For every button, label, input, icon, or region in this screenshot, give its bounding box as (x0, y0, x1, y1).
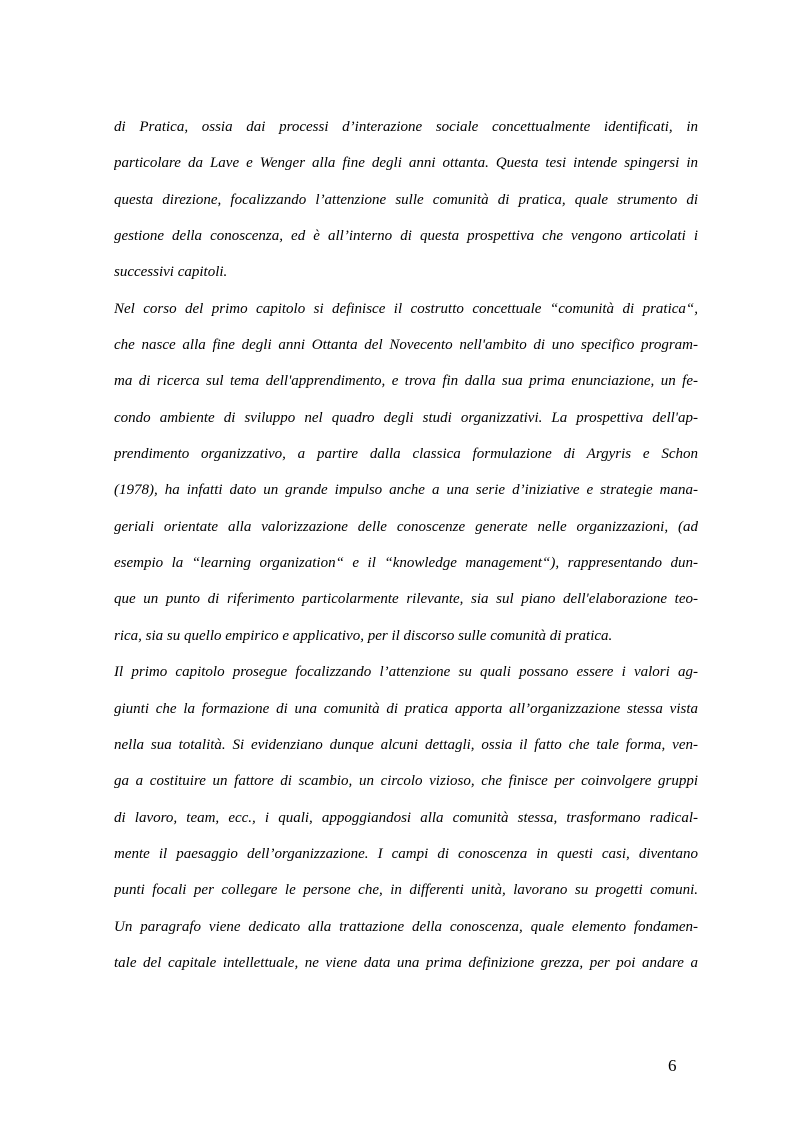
text-line: mente il paesaggio dell’organizzazione. I campi di conoscenza in questi casi, diventano (114, 845, 698, 862)
text-line: prendimento organizzativo, a partire dalla classica formulazione di Argyris e Schon (114, 446, 698, 463)
text-line: punti focali per collegare le persone che, in differenti unità, lavorano su progetti comuni. (114, 882, 698, 899)
paragraph-3 (114, 654, 698, 981)
text-line: ga a costituire un fattore di scambio, un circolo vizioso, che finisce per coinvolgere gruppi (114, 773, 698, 790)
paragraph-2 (114, 291, 698, 654)
text-line: nella sua totalità. Si evidenziano dunque alcuni dettagli, ossia il fatto che tale forma, ven- (114, 736, 698, 753)
text-line: successivi capitoli. (114, 264, 228, 281)
text-line: Un paragrafo viene dedicato alla trattazione della conoscenza, quale elemento fondamen- (114, 918, 698, 935)
text-line: di Pratica, ossia dai processi d’interazione sociale concettualmente identificati, in (114, 119, 698, 135)
text-line: tale del capitale intellettuale, ne viene data una prima definizione grezza, per poi andare a (114, 954, 698, 971)
text-line: che nasce alla fine degli anni Ottanta del Novecento nell'ambito di uno specifico program- (114, 337, 698, 354)
text-line: Nel corso del primo capitolo si definisce il costrutto concettuale “comunità di pratica“, (114, 300, 698, 317)
text-line: esempio la “learning organization“ e il “knowledge management“), rappresentando dun- (114, 555, 698, 572)
text-line: rica, sia su quello empirico e applicativo, per il discorso sulle comunità di pratica. (114, 627, 613, 644)
text-line: geriali orientate alla valorizzazione delle conoscenze generate nelle organizzazioni, (ad (114, 518, 698, 535)
page-number: 6 (668, 1056, 677, 1075)
body-text (114, 109, 698, 981)
text-line: Il primo capitolo prosegue focalizzando l’attenzione su quali possano essere i valori ag- (114, 664, 698, 681)
text-line: (1978), ha infatti dato un grande impulso anche a una serie d’iniziative e strategie mana- (114, 482, 698, 499)
paragraph-1 (114, 109, 698, 291)
text-line: condo ambiente di sviluppo nel quadro degli studi organizzativi. La prospettiva dell'ap- (114, 409, 698, 426)
text-line: que un punto di riferimento particolarmente rilevante, sia sul piano dell'elaborazione teo- (114, 591, 698, 608)
text-line: di lavoro, team, ecc., i quali, appoggiandosi alla comunità stessa, trasformano radical- (114, 809, 698, 826)
text-line: questa direzione, focalizzando l’attenzione sulle comunità di pratica, quale strumento di (114, 191, 698, 208)
text-line: ma di ricerca sul tema dell'apprendimento, e trova fin dalla sua prima enunciazione, un fe- (114, 373, 698, 390)
text-line: particolare da Lave e Wenger alla fine degli anni ottanta. Questa tesi intende spingersi in (114, 155, 698, 172)
text-line: giunti che la formazione di una comunità di pratica apporta all’organizzazione stessa vista (114, 700, 698, 717)
text-line: gestione della conoscenza, ed è all’interno di questa prospettiva che vengono articolati i (114, 228, 698, 245)
